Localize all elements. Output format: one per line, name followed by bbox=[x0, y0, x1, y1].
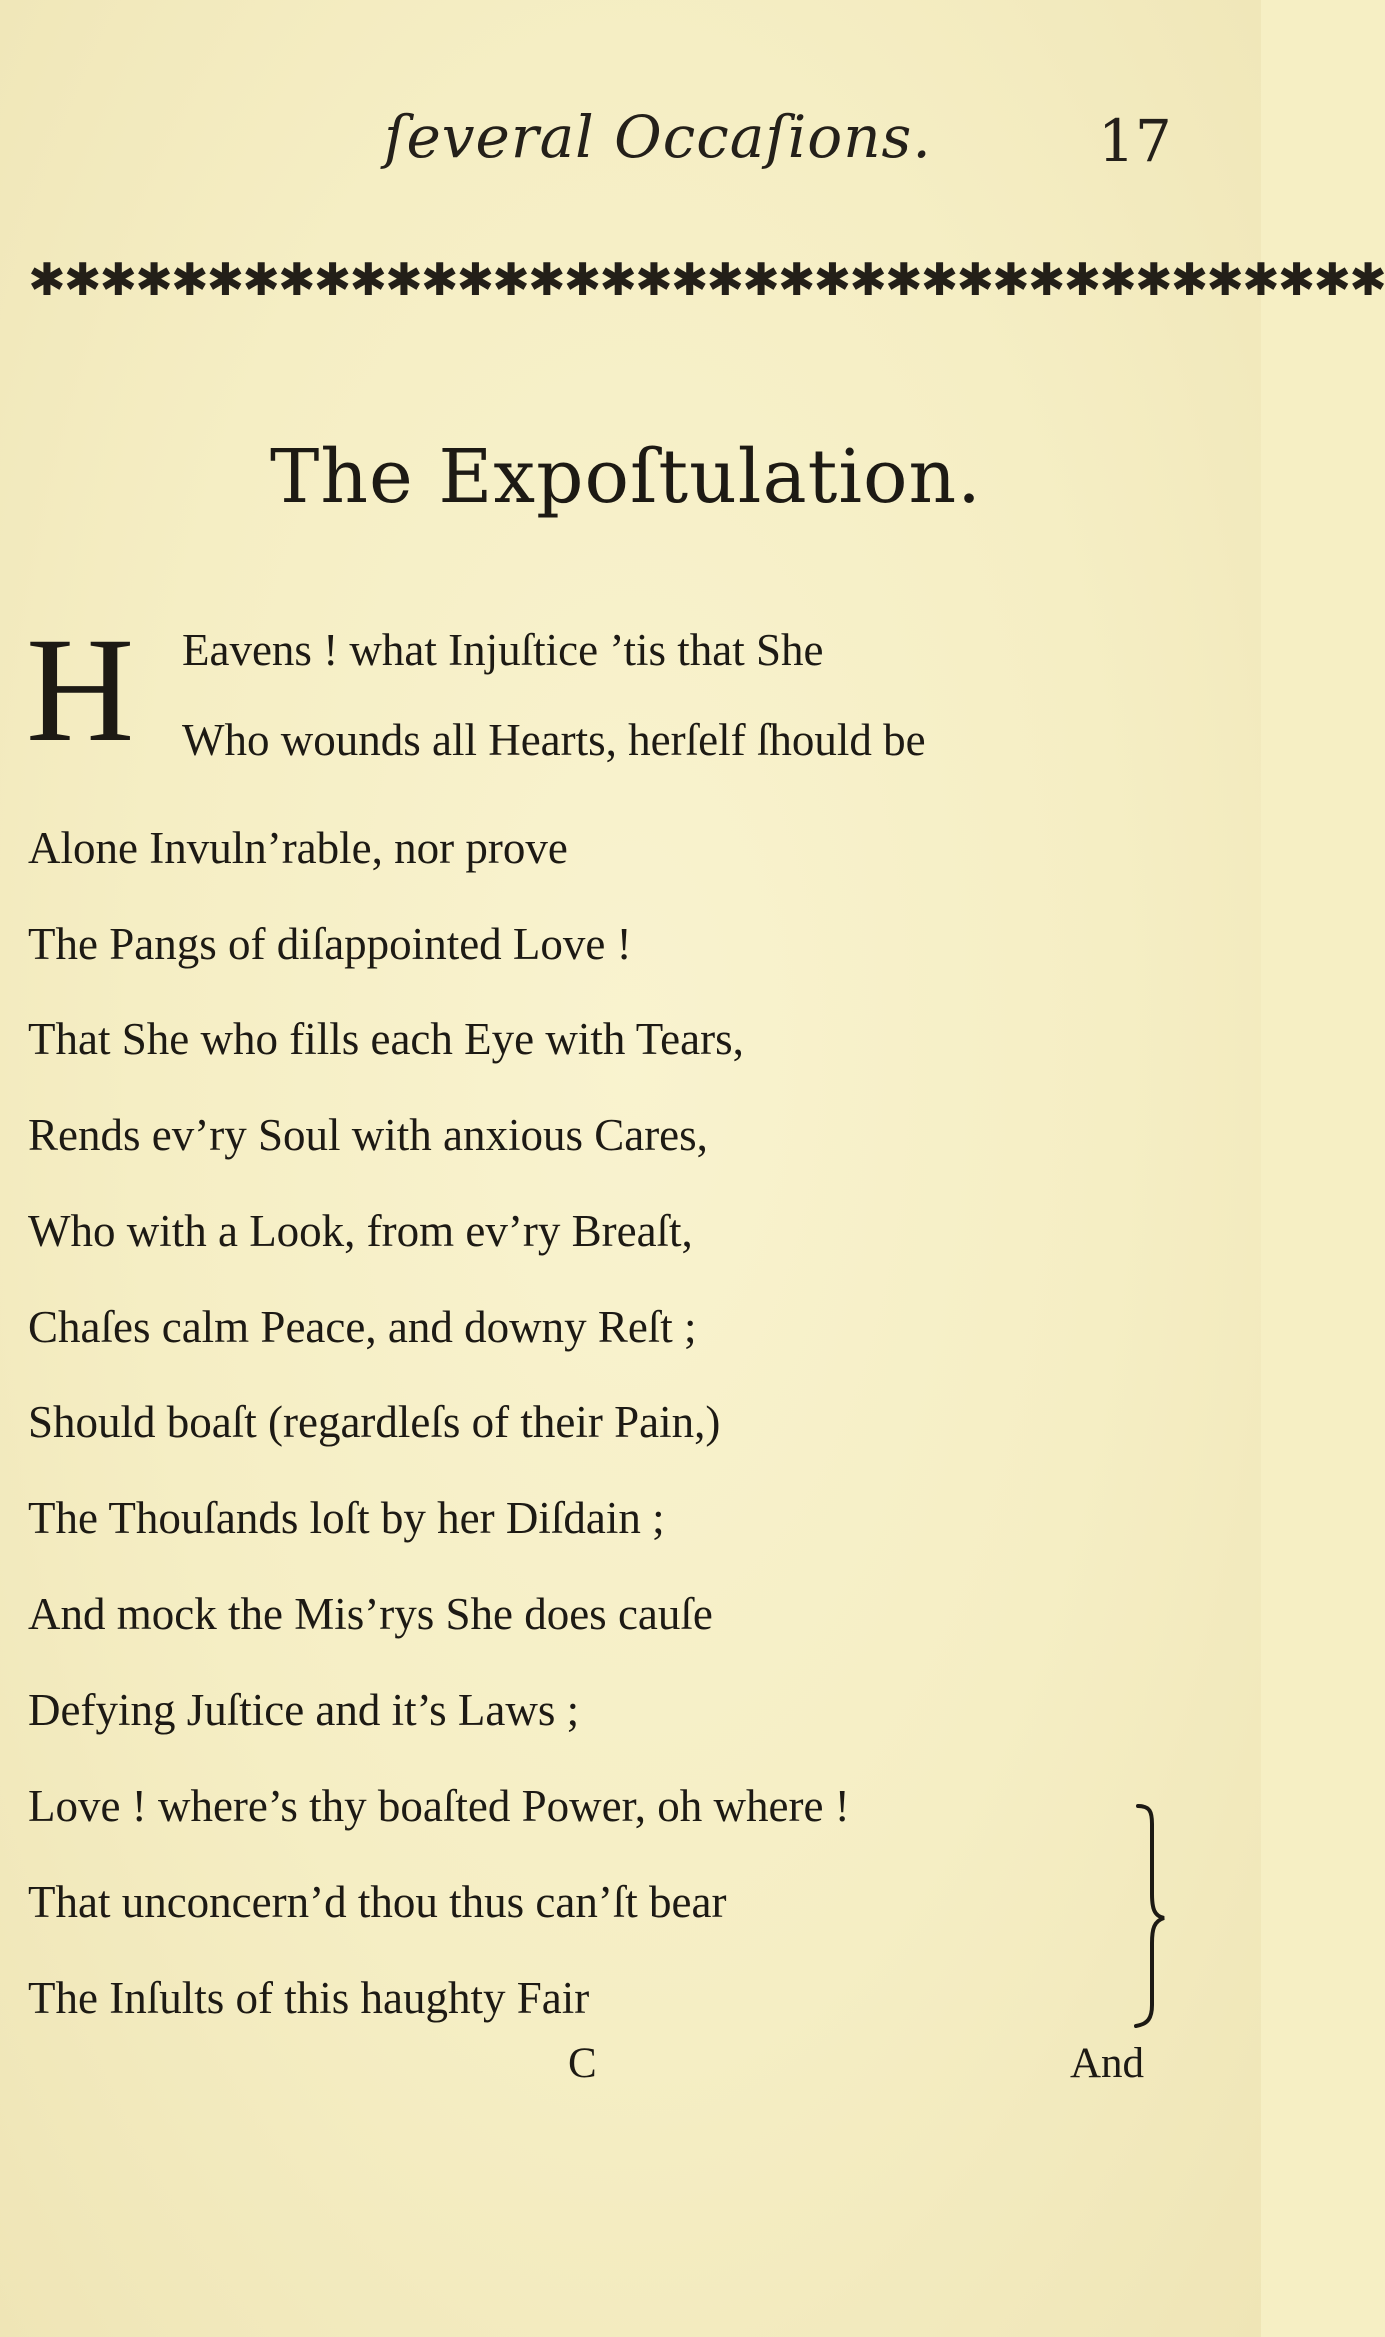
page-number: 17 bbox=[1098, 107, 1172, 175]
poem-line: Rends ev’ry Soul with anxious Cares, bbox=[28, 1110, 708, 1160]
ornamental-rule: ✱✱✱✱✱✱✱✱✱✱✱✱✱✱✱✱✱✱✱✱✱✱✱✱✱✱✱✱✱✱✱✱✱✱✱✱✱✱ bbox=[28, 253, 1385, 306]
poem-line: The Thouſands loſt by her Diſdain ; bbox=[28, 1493, 665, 1543]
poem-line: Chaſes calm Peace, and downy Reſt ; bbox=[28, 1302, 697, 1352]
poem-line: Alone Invuln’rable, nor prove bbox=[28, 823, 568, 873]
poem-line: Defying Juſtice and it’s Laws ; bbox=[28, 1685, 580, 1735]
poem-line: Who wounds all Hearts, herſelf ſhould be bbox=[182, 715, 926, 765]
poem-title: The Expoſtulation. bbox=[270, 434, 982, 520]
signature-mark: C bbox=[568, 2040, 597, 2087]
poem-line: The Pangs of diſappointed Love ! bbox=[28, 919, 632, 969]
poem-line: The Inſults of this haughty Fair bbox=[28, 1973, 590, 2023]
triplet-brace bbox=[1130, 1800, 1170, 2030]
poem-line: And mock the Mis’rys She does cauſe bbox=[28, 1589, 713, 1639]
poem-line: Who with a Look, from ev’ry Breaſt, bbox=[28, 1206, 693, 1256]
poem-line: Should boaſt (regardleſs of their Pain,) bbox=[28, 1397, 721, 1447]
running-head: ſeveral Occaſions. bbox=[384, 103, 932, 171]
drop-cap: H bbox=[26, 607, 135, 773]
poem-line: Love ! where’s thy boaſted Power, oh where ! bbox=[28, 1781, 850, 1831]
catchword: And bbox=[1070, 2040, 1145, 2087]
poem-line: That She who fills each Eye with Tears, bbox=[28, 1014, 744, 1064]
poem-line: That unconcern’d thou thus can’ſt bear bbox=[28, 1877, 727, 1927]
poem-line: Eavens ! what Injuſtice ’tis that She bbox=[182, 625, 824, 675]
